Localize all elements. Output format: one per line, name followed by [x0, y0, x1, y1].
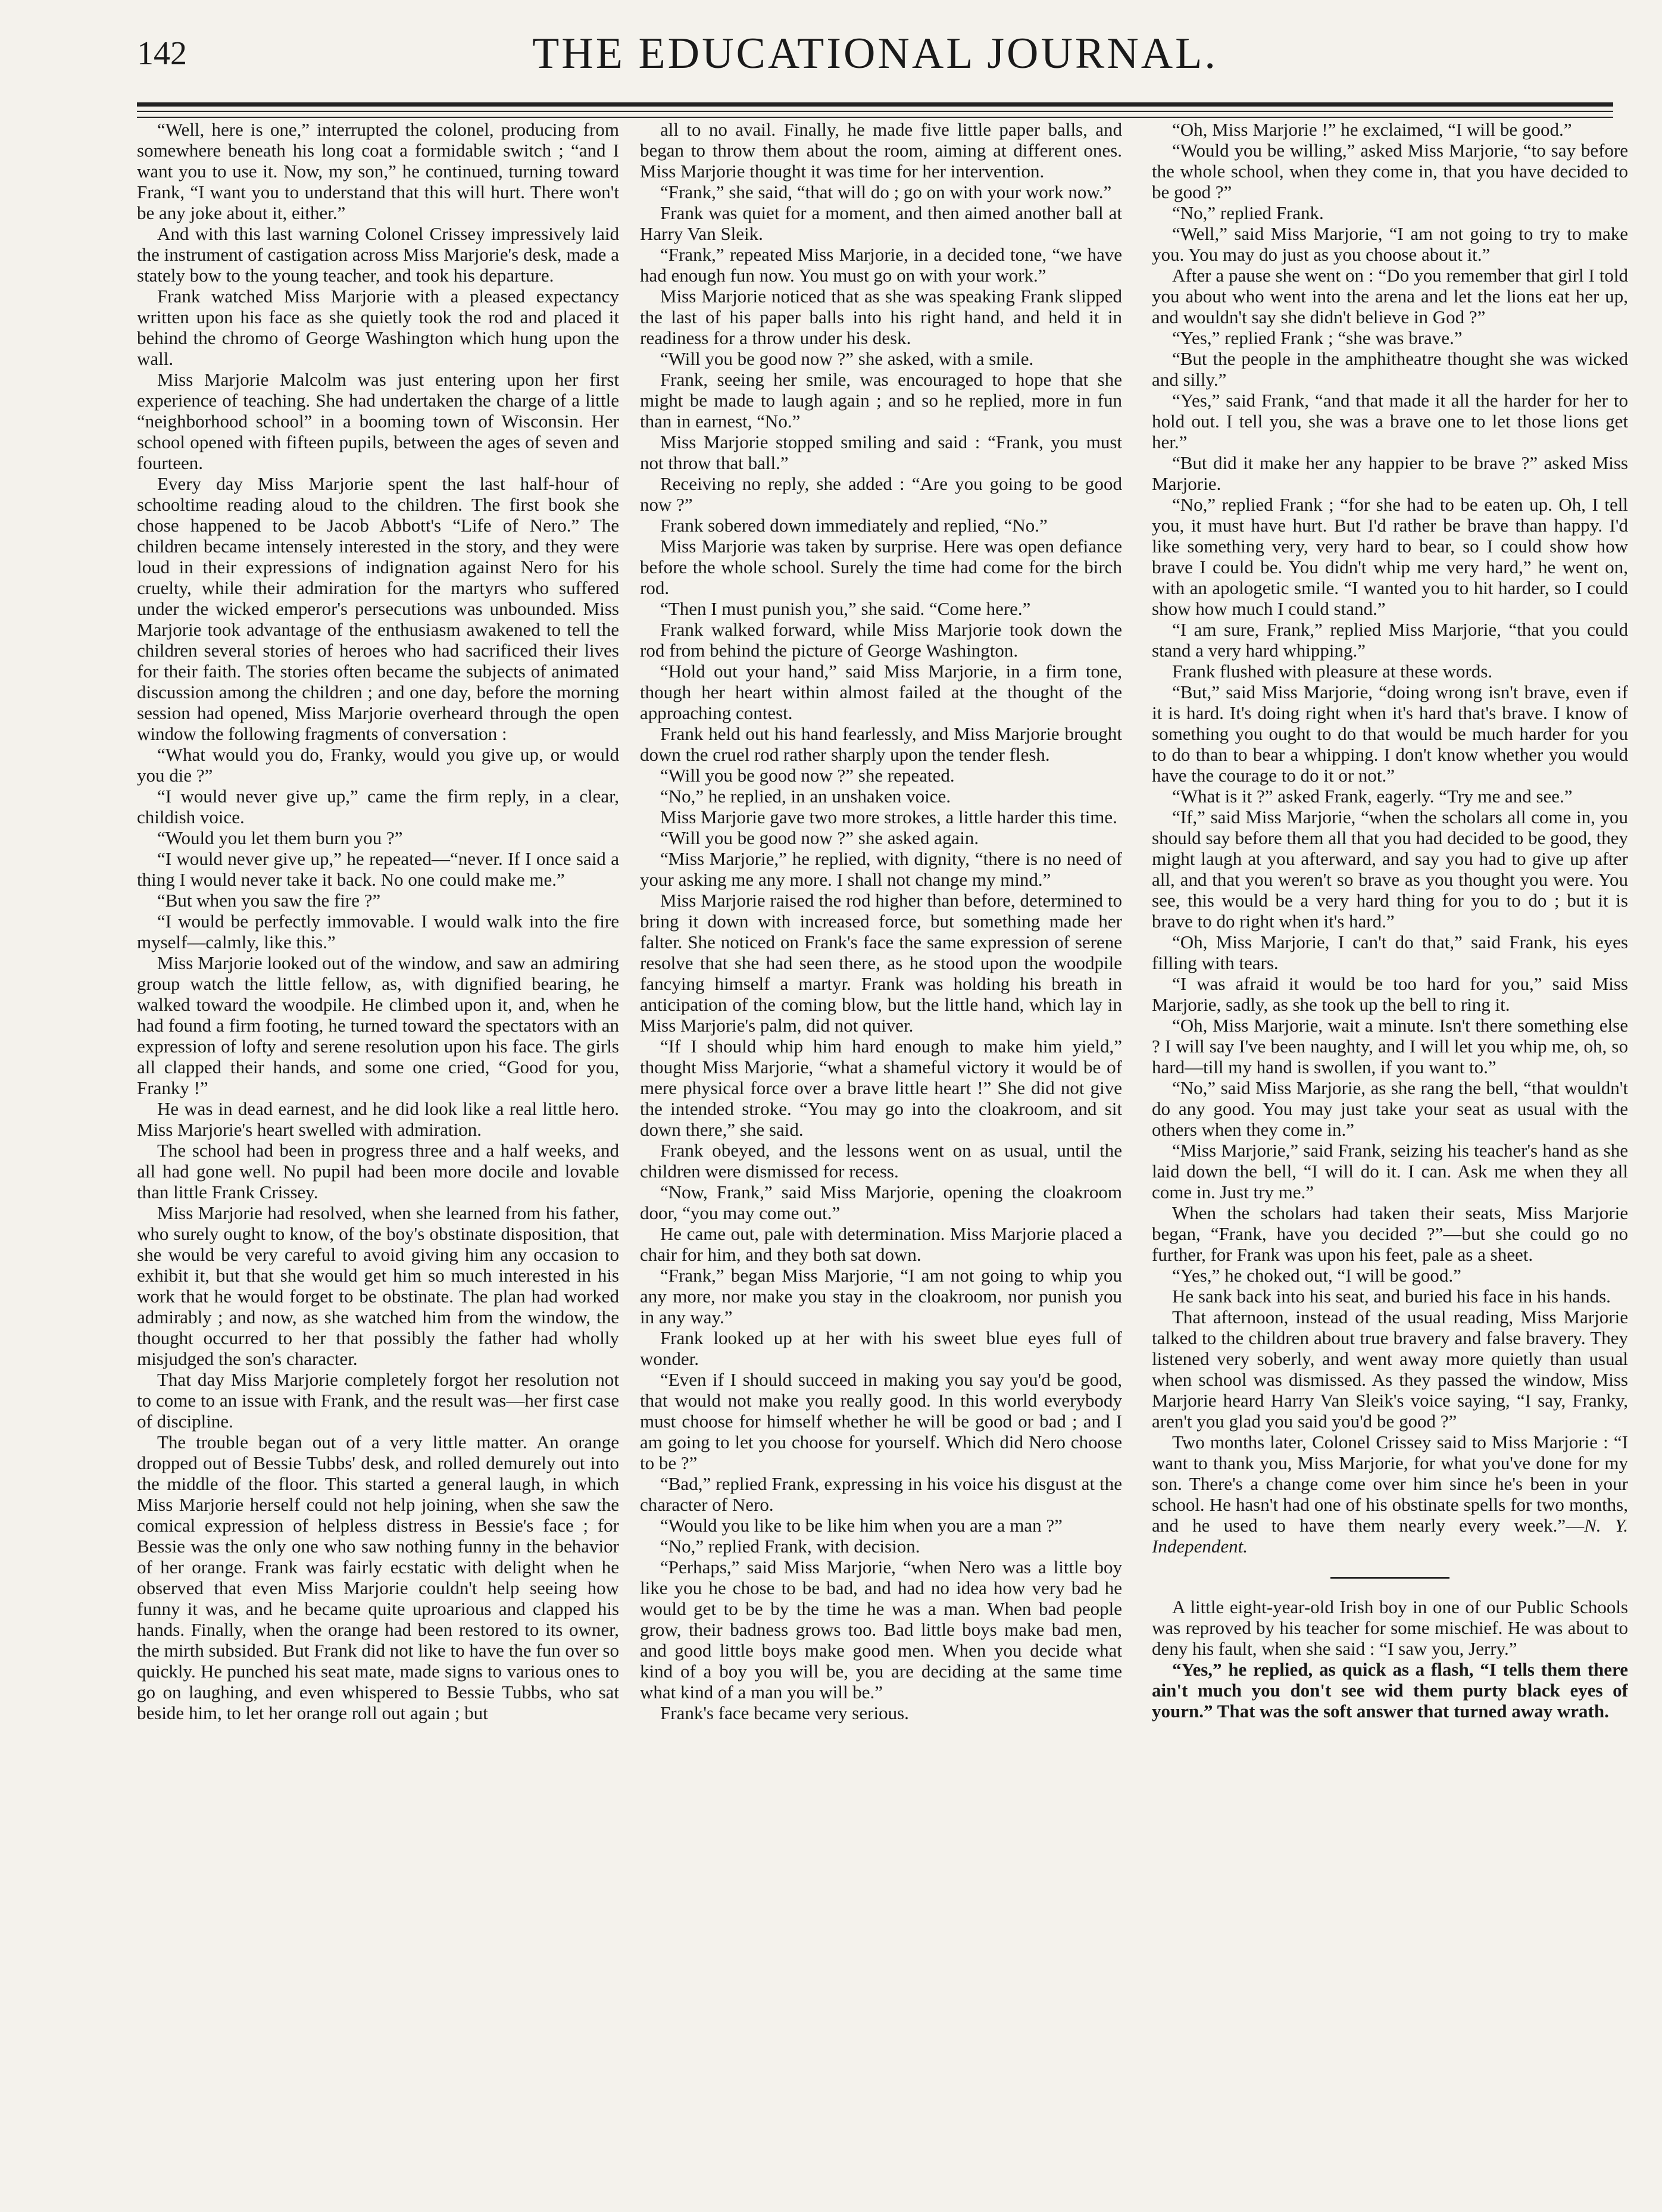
paragraph: “I would be perfectly immovable. I would walk into the fire myself—calmly, like this.”	[137, 911, 619, 952]
paragraph: Miss Marjorie was taken by surprise. Here was open defiance before the whole school. Surely the time had come for the birch rod.	[640, 536, 1122, 598]
paragraph: When the scholars had taken their seats, Miss Marjorie began, “Frank, have you decided ?”—but she could go no further, for Frank was upon his feet, pale as a sheet.	[1152, 1202, 1628, 1265]
paragraph: He came out, pale with determination. Miss Marjorie placed a chair for him, and they both sat down.	[640, 1223, 1122, 1265]
paragraph: “Oh, Miss Marjorie, I can't do that,” said Frank, his eyes filling with tears.	[1152, 932, 1628, 973]
paragraph: “Miss Marjorie,” he replied, with dignity, “there is no need of your asking me any more. I shall not change my mind.”	[640, 848, 1122, 890]
paragraph: Every day Miss Marjorie spent the last half-hour of schooltime reading aloud to the children. The first book she chose happened to be Jacob Abbott's “Life of Nero.” The children became intensely interested in the story, and they were loud in their expressions of indignation against Nero for his cruelty, while their admiration for the martyrs who suffered under the wicked emperor's persecutions was unbounded. Miss Marjorie took advantage of the enthusiasm awakened to tell the children several stories of heroes who had sacrificed their lives for their faith. The stories often became the subjects of animated discussion among the children ; and one day, before the morning session had opened, Miss Marjorie overheard through the open window the following fragments of conversation :	[137, 473, 619, 744]
paragraph: Miss Marjorie raised the rod higher than before, determined to bring it down with increased force, but something made her falter. She noticed on Frank's face the same expression of serene resolve that she had seen there, as he stood upon the woodpile fancying himself a martyr. Frank was holding his breath in anticipation of the coming blow, but the little hand, which lay in Miss Marjorie's palm, did not quiver.	[640, 890, 1122, 1036]
paragraph: “Will you be good now ?” she repeated.	[660, 765, 955, 786]
story-conclusion	[1152, 119, 1628, 1557]
paragraph: “Oh, Miss Marjorie !” he exclaimed, “I will be good.”	[1172, 119, 1572, 140]
paragraph: “Yes,” replied Frank ; “she was brave.”	[1172, 327, 1463, 348]
text-column-2	[640, 119, 1122, 2197]
paragraph: “But the people in the amphitheatre thought she was wicked and silly.”	[1152, 348, 1628, 390]
paragraph: “But when you saw the fire ?”	[157, 890, 381, 911]
paragraph: “Would you like to be like him when you are a man ?”	[660, 1515, 1063, 1536]
paragraph: “Now, Frank,” said Miss Marjorie, opening the cloakroom door, “you may come out.”	[640, 1182, 1122, 1223]
section-divider	[1330, 1577, 1449, 1579]
page-header	[137, 29, 1613, 106]
paragraph: “Perhaps,” said Miss Marjorie, “when Nero was a little boy like you he chose to be bad, and had no idea how very bad he would get to be by the time he was a man. When bad people grow, their badness grows too. Bad little boys make bad men, and good little boys make good men. When you decide what kind of a boy you will be, you are deciding at the same time what kind of a man you will be.”	[640, 1557, 1122, 1702]
paragraph: “I was afraid it would be too hard for you,” said Miss Marjorie, sadly, as she took up the bell to ring it.	[1152, 973, 1628, 1015]
paragraph: “Would you be willing,” asked Miss Marjorie, “to say before the whole school, when they come in, that you have decided to be good ?”	[1152, 140, 1628, 202]
paragraph: He sank back into his seat, and buried his face in his hands.	[1172, 1286, 1611, 1307]
paragraph: “Frank,” she said, “that will do ; go on with your work now.”	[660, 182, 1112, 202]
paragraph: Frank sobered down immediately and replied, “No.”	[660, 515, 1048, 536]
paragraph: Two months later, Colonel Crissey said to Miss Marjorie : “I want to thank you, Miss Marjorie, for what you've done for my son. There's a change come over him since he's been in your school. He hasn't had one of his obstinate spells for two months, and he used to have them nearly every week.”—N. Y. Independent.	[1152, 1432, 1628, 1557]
paragraph: “What is it ?” asked Frank, eagerly. “Try me and see.”	[1172, 786, 1573, 807]
paragraph: “Will you be good now ?” she asked again.	[660, 827, 979, 848]
paragraph: After a pause she went on : “Do you remember that girl I told you about who went into the arena and let the lions eat her up, and wouldn't say she didn't believe in God ?”	[1152, 265, 1628, 327]
paragraph: “Yes,” said Frank, “and that made it all the harder for her to hold out. I tell you, she was a brave one to let those lions get her.”	[1152, 390, 1628, 452]
header-rule-thin-lower	[137, 117, 1613, 118]
paragraph: “What would you do, Franky, would you give up, or would you die ?”	[137, 744, 619, 786]
paragraph: Frank's face became very serious.	[660, 1702, 909, 1723]
paragraph: “But,” said Miss Marjorie, “doing wrong isn't brave, even if it is hard. It's doing right when it's hard that's brave. I know of something you ought to do that would be much harder for you to do than to bear a whipping. I don't know whether you would have the courage to do it or not.”	[1152, 682, 1628, 786]
paragraph: Frank, seeing her smile, was encouraged to hope that she might be made to laugh again ; and so he replied, more in fun than in earnest, “No.”	[640, 369, 1122, 432]
paragraph: Miss Marjorie had resolved, when she learned from his father, who surely ought to know, of the boy's obstinate disposition, that she would be very careful to avoid giving him any occasion to exhibit it, but that she would get him so much interested in his work that he would forget to be obstinate. The plan had worked admirably ; and now, as she watched him from the window, the thought occurred to her that possibly the father had wholly misjudged the son's character.	[137, 1202, 619, 1369]
paragraph: “If I should whip him hard enough to make him yield,” thought Miss Marjorie, “what a shameful victory it would be of mere physical force over a brave little heart !” She did not give the intended stroke. “You may go into the cloakroom, and sit down there,” she said.	[640, 1036, 1122, 1140]
paragraph: “I would never give up,” he repeated—“never. If I once said a thing I would never take it back. No one could make me.”	[137, 848, 619, 890]
paragraph: “Then I must punish you,” she said. “Come here.”	[660, 598, 1031, 619]
paragraph: “But did it make her any happier to be brave ?” asked Miss Marjorie.	[1152, 452, 1628, 494]
paragraph: Miss Marjorie looked out of the window, and saw an admiring group watch the little fellow, as, with dignified bearing, he walked toward the woodpile. He climbed upon it, and, when he had found a firm footing, he turned toward the spectators with an expression of lofty and serene resolution upon his face. The girls all clapped their hands, and some one cried, “Good for you, Franky !”	[137, 952, 619, 1098]
paragraph: That day Miss Marjorie completely forgot her resolution not to come to an issue with Frank, and the result was—her first case of discipline.	[137, 1369, 619, 1432]
paragraph: The school had been in progress three and a half weeks, and all had gone well. No pupil had been more docile and lovable than little Frank Crissey.	[137, 1140, 619, 1202]
paragraph: Miss Marjorie stopped smiling and said : “Frank, you must not throw that ball.”	[640, 432, 1122, 473]
paragraph: “No,” said Miss Marjorie, as she rang the bell, “that wouldn't do any good. You may just take your seat as usual with the others when they come in.”	[1152, 1077, 1628, 1140]
journal-title: THE EDUCATIONAL JOURNAL.	[532, 29, 1218, 78]
paragraph: Miss Marjorie gave two more strokes, a little harder this time.	[660, 807, 1117, 827]
paragraph: Receiving no reply, she added : “Are you going to be good now ?”	[640, 473, 1122, 515]
paragraph: Frank looked up at her with his sweet blue eyes full of wonder.	[640, 1327, 1122, 1369]
header-rule-thick	[137, 102, 1613, 107]
paragraph: “Will you be good now ?” she asked, with a smile.	[660, 348, 1034, 369]
paragraph: “Frank,” repeated Miss Marjorie, in a decided tone, “we have had enough fun now. You must go on with your work.”	[640, 244, 1122, 286]
source-attribution: N. Y. Independent.	[1152, 1515, 1628, 1557]
paragraph: “Even if I should succeed in making you say you'd be good, that would not make you really good. In this world everybody must choose for himself whether he will be good or bad ; and I am going to let you choose for yourself. Which did Nero choose to be ?”	[640, 1369, 1122, 1473]
paragraph: “Oh, Miss Marjorie, wait a minute. Isn't there something else ? I will say I've been naughty, and I will let you whip me, oh, so hard—till my hand is swollen, if you want to.”	[1152, 1015, 1628, 1077]
paragraph: “I would never give up,” came the firm reply, in a clear, childish voice.	[137, 786, 619, 827]
paragraph: “No,” replied Frank, with decision.	[660, 1536, 920, 1557]
paragraph: Frank obeyed, and the lessons went on as usual, until the children were dismissed for recess.	[640, 1140, 1122, 1182]
paragraph: He was in dead earnest, and he did look like a real little hero. Miss Marjorie's heart swelled with admiration.	[137, 1098, 619, 1140]
paragraph: “Hold out your hand,” said Miss Marjorie, in a firm tone, though her heart within almost failed at the thought of the approaching contest.	[640, 661, 1122, 723]
paragraph: Miss Marjorie Malcolm was just entering upon her first experience of teaching. She had undertaken the charge of a little “neighborhood school” in a booming town of Wisconsin. Her school opened with fifteen pupils, between the ages of seven and fourteen.	[137, 369, 619, 473]
paragraph: The trouble began out of a very little matter. An orange dropped out of Bessie Tubbs' desk, and rolled demurely out into the middle of the floor. This started a general laugh, in which Miss Marjorie herself could not help joining, when she saw the comical expression of helpless distress in Bessie's face ; for Bessie was the only one who saw nothing funny in the behavior of her orange. Frank was fairly ecstatic with delight when he observed that even Miss Marjorie couldn't help seeing how funny it was, and he became quite uproarious and clapped his hands. Finally, when the orange had been restored to its owner, the mirth subsided. But Frank did not like to have the fun over so quickly. He punched his seat mate, made signs to various ones to go on laughing, and even whispered to Bessie Tubbs, who sat beside him, to let her orange roll out again ; but	[137, 1432, 619, 1723]
paragraph: And with this last warning Colonel Crissey impressively laid the instrument of castigation across Miss Marjorie's desk, made a stately bow to the young teacher, and took his departure.	[137, 223, 619, 286]
paragraph: “If,” said Miss Marjorie, “when the scholars all come in, you should say before them all that you had decided to be good, they might laugh at you afterward, and say you had to give up after all, and that you weren't so brave as you thought you were. You see, this would be a very hard thing for you to do ; but it is brave to do right when it's hard.”	[1152, 807, 1628, 932]
paragraph: Frank watched Miss Marjorie with a pleased expectancy written upon his face as she quietly took the rod and placed it behind the chromo of George Washington which hung upon the wall.	[137, 286, 619, 369]
paragraph: A little eight-year-old Irish boy in one of our Public Schools was reproved by his teacher for some mischief. He was about to deny his fault, when she said : “I saw you, Jerry.”	[1152, 1596, 1628, 1659]
paragraph: “I am sure, Frank,” replied Miss Marjorie, “that you could stand a very hard whipping.”	[1152, 619, 1628, 661]
text-column-1	[137, 119, 619, 2197]
paragraph: “No,” replied Frank ; “for she had to be eaten up. Oh, I tell you, it must have hurt. But I'd rather be brave than happy. I'd like something very, very hard to bear, so I could show how brave I could be. You didn't whip me very hard,” he went on, with an apologetic smile. “I wanted you to hit harder, so I could show how much I could stand.”	[1152, 494, 1628, 619]
paragraph: “Frank,” began Miss Marjorie, “I am not going to whip you any more, nor make you stay in the cloakroom, nor punish you in any way.”	[640, 1265, 1122, 1327]
paragraph: all to no avail. Finally, he made five little paper balls, and began to throw them about the room, aiming at different ones. Miss Marjorie thought it was time for her intervention.	[640, 119, 1122, 182]
paragraph: Frank flushed with pleasure at these words.	[1172, 661, 1493, 682]
paragraph: “Well, here is one,” interrupted the colonel, producing from somewhere beneath his long coat a formidable switch ; “and I want you to use it. Now, my son,” he continued, turning toward Frank, “I want you to understand that this will hurt. There won't be any joke about it, either.”	[137, 119, 619, 223]
paragraph: “Yes,” he choked out, “I will be good.”	[1172, 1265, 1461, 1286]
paragraph: “Would you let them burn you ?”	[157, 827, 403, 848]
paragraph: “Bad,” replied Frank, expressing in his voice his disgust at the character of Nero.	[640, 1473, 1122, 1515]
paragraph: Frank walked forward, while Miss Marjorie took down the rod from behind the picture of George Washington.	[640, 619, 1122, 661]
paragraph: “Well,” said Miss Marjorie, “I am not going to try to make you. You may do just as you choose about it.”	[1152, 223, 1628, 265]
page-number: 142	[137, 35, 187, 72]
paragraph: “No,” replied Frank.	[1172, 202, 1324, 223]
paragraph: Miss Marjorie noticed that as she was speaking Frank slipped the last of his paper balls into his right hand, and held it in readiness for a throw under his desk.	[640, 286, 1122, 348]
header-rule-thin	[137, 111, 1613, 112]
paragraph: “No,” he replied, in an unshaken voice.	[660, 786, 951, 807]
paragraph: Frank was quiet for a moment, and then aimed another ball at Harry Van Sleik.	[640, 202, 1122, 244]
paragraph: That afternoon, instead of the usual reading, Miss Marjorie talked to the children about true bravery and false bravery. They listened very soberly, and went away more quietly than usual when school was dismissed. As they passed the window, Miss Marjorie heard Harry Van Sleik's voice saying, “I say, Franky, aren't you glad you said you'd be good ?”	[1152, 1307, 1628, 1432]
anecdote	[1152, 1596, 1628, 1722]
paragraph: Frank held out his hand fearlessly, and Miss Marjorie brought down the cruel rod rather sharply upon the tender flesh.	[640, 723, 1122, 765]
text-column-3	[1152, 119, 1628, 2197]
paragraph: “Miss Marjorie,” said Frank, seizing his teacher's hand as she laid down the bell, “I will do it. I can. Ask me when they all come in. Just try me.”	[1152, 1140, 1628, 1202]
paragraph: “Yes,” he replied, as quick as a flash, “I tells them there ain't much you don't see wid them purty black eyes of yourn.” That was the soft answer that turned away wrath.	[1152, 1659, 1628, 1722]
